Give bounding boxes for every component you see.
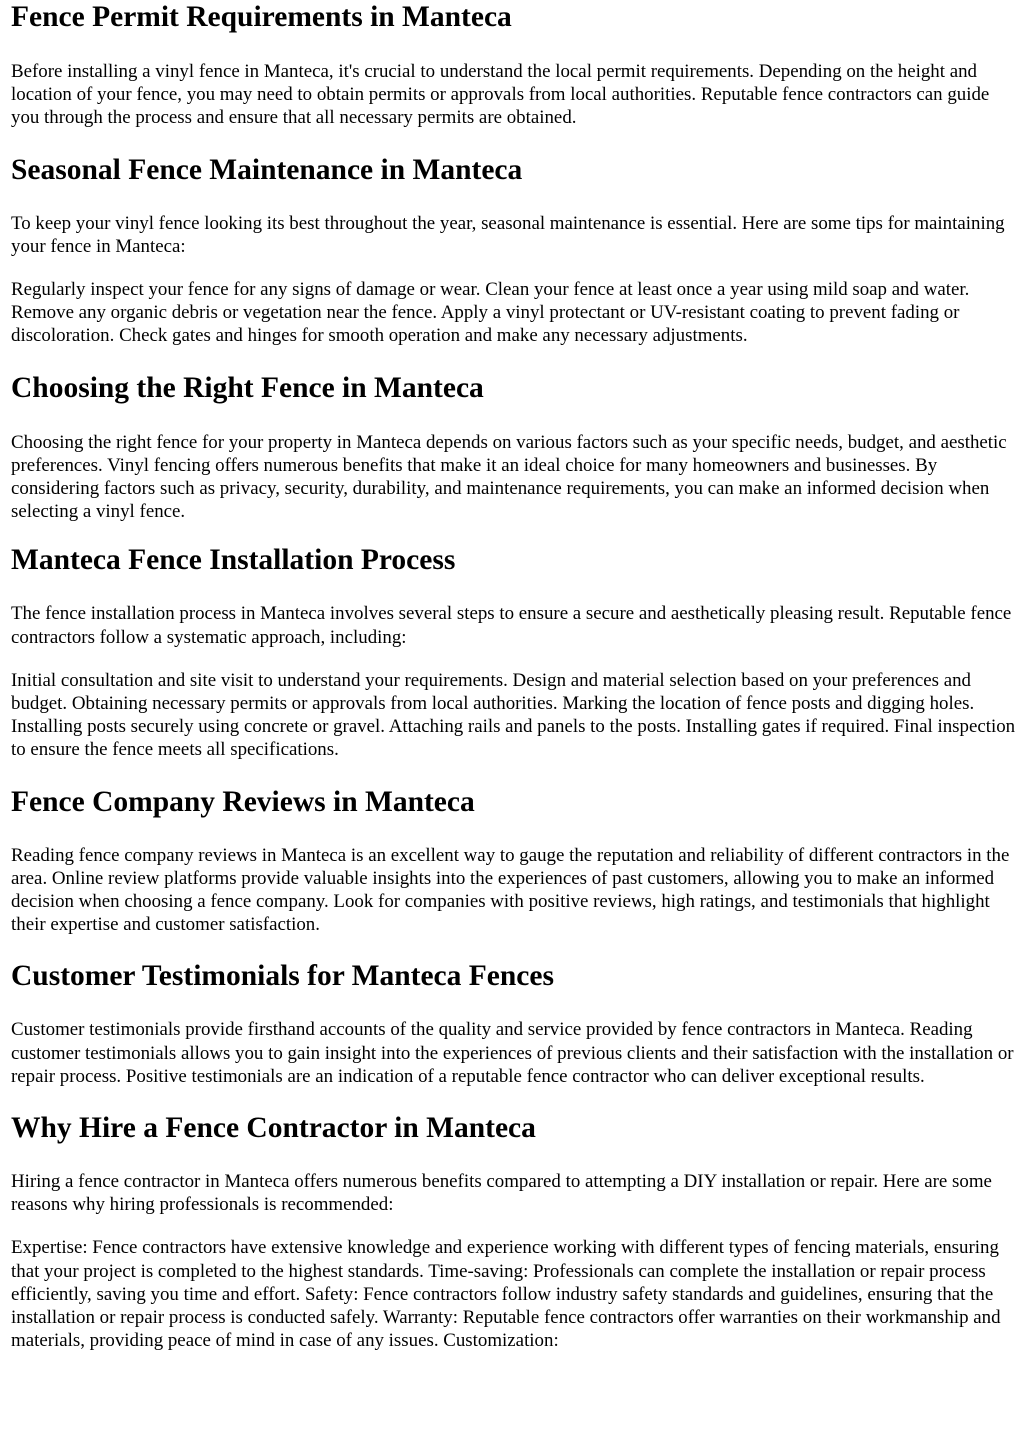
section-paragraph: Before installing a vinyl fence in Manteca, it's crucial to understand the local permit requirements. Depending on the height and location of your fence, you may need to obtain permits or approvals from local authorities. Reputable fence contractors can guide you through the process and ensure that all necessary permits are obtained. (11, 61, 990, 129)
section-paragraph: Regularly inspect your fence for any signs of damage or wear. Clean your fence at least once a year using mild soap and water. Remove any organic debris or vegetation near the fence. Apply a vinyl protectant or UV-resistant coating to prevent fading or discoloration. Check gates and hinges for smooth operation and make any necessary adjustments. (11, 279, 970, 347)
section-paragraph: The fence installation process in Manteca involves several steps to ensure a secure and aesthetically pleasing result. Reputable fence contractors follow a systematic approach, including: (11, 603, 1012, 648)
section-paragraph: Hiring a fence contractor in Manteca offers numerous benefits compared to attempting a DIY installation or repair. Here are some reasons why hiring professionals is recommended: (11, 1171, 992, 1216)
section-installation-process (11, 543, 1018, 761)
section-heading: Why Hire a Fence Contractor in Manteca (11, 1112, 536, 1145)
section-why-hire-contractor (11, 1111, 1018, 1352)
section-heading: Fence Company Reviews in Manteca (11, 785, 475, 818)
section-choosing-right-fence (11, 371, 1018, 524)
section-paragraph: Expertise: Fence contractors have extensive knowledge and experience working with different types of fencing materials, ensuring that your project is completed to the highest standards. Time-saving: Professionals can complete the installation or repair process efficiently, saving you time and effort. Safety: Fence contractors follow industry safety standards and guidelines, ensuring that the installation or repair process is conducted safely. Warranty: Reputable fence contractors offer warranties on their workmanship and materials, providing peace of mind in case of any issues. Customization: (11, 1237, 1001, 1352)
section-heading: Fence Permit Requirements in Manteca (11, 1, 512, 33)
section-paragraph: Reading fence company reviews in Manteca is an excellent way to gauge the reputation and reliability of different contractors in the area. Online review platforms provide valuable insights into the experiences of past customers, allowing you to make an informed decision when choosing a fence company. Look for companies with positive reviews, high ratings, and testimonials that highlight their expertise and customer satisfaction. (11, 844, 1010, 936)
section-paragraph: To keep your vinyl fence looking its best throughout the year, seasonal maintenance is essential. Here are some tips for maintaining your fence in Manteca: (11, 212, 1005, 257)
section-heading: Seasonal Fence Maintenance in Manteca (11, 153, 523, 186)
section-seasonal-maintenance (11, 153, 1018, 348)
section-fence-permit-requirements (11, 0, 1018, 130)
section-paragraph: Choosing the right fence for your property in Manteca depends on various factors such as your specific needs, budget, and aesthetic preferences. Vinyl fencing offers numerous benefits that make it an ideal choice for many homeowners and businesses. By considering factors such as privacy, security, durability, and maintenance requirements, you can make an informed decision when selecting a vinyl fence. (11, 431, 1007, 523)
section-company-reviews (11, 785, 1018, 937)
section-heading: Customer Testimonials for Manteca Fences (11, 960, 554, 993)
section-paragraph: Customer testimonials provide firsthand accounts of the quality and service provided by fence contractors in Manteca. Reading customer testimonials allows you to gain insight into the experiences of previous clients and their satisfaction with the installation or repair process. Positive testimonials are an indication of a reputable fence contractor who can deliver exceptional results. (11, 1019, 1014, 1087)
section-heading: Manteca Fence Installation Process (11, 544, 456, 577)
section-heading: Choosing the Right Fence in Manteca (11, 371, 484, 404)
section-paragraph: Initial consultation and site visit to understand your requirements. Design and material selection based on your preferences and budget. Obtaining necessary permits or approvals from local authorities. Marking the location of fence posts and digging holes. Installing posts securely using concrete or gravel. Attaching rails and panels to the posts. Installing gates if required. Final inspection to ensure the fence meets all specifications. (11, 669, 1016, 761)
section-customer-testimonials (11, 959, 1018, 1088)
